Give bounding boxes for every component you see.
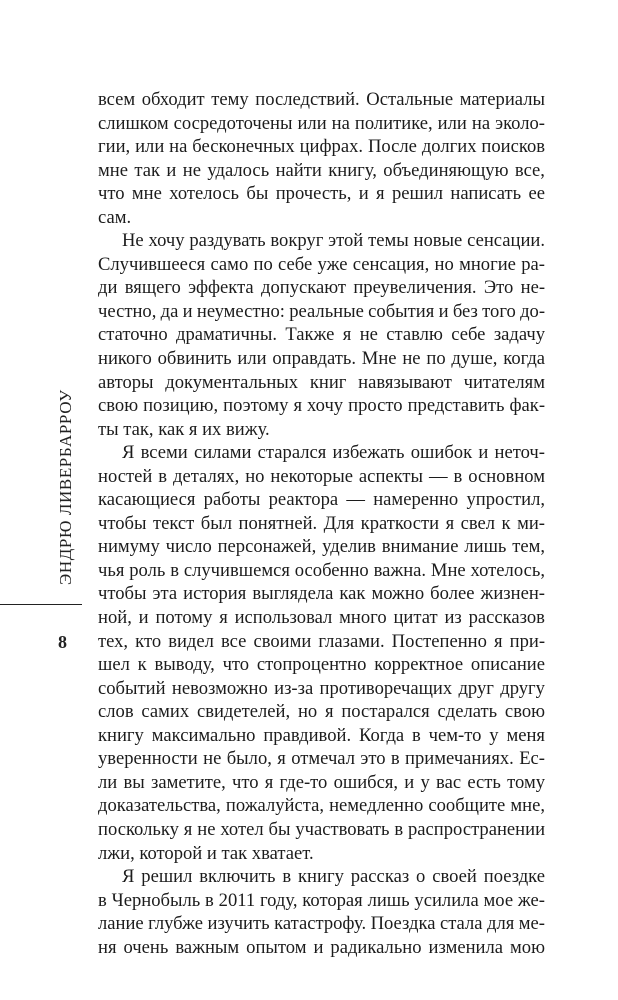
text-line: честно, да и неуместно: реальные события и без того до- bbox=[98, 300, 546, 322]
text-line: сам. bbox=[98, 206, 132, 228]
text-line: Не хочу раздувать вокруг этой темы новые сенсации. bbox=[122, 230, 546, 252]
text-line: касающиеся работы реактора — намеренно упростил, bbox=[98, 489, 546, 511]
text-line: ной, и потому я использовал много цитат из рассказов bbox=[98, 607, 545, 629]
running-head-author: ЭНДРЮ ЛИВЕРБАРРОУ bbox=[56, 389, 75, 585]
text-line: гии, или на бесконечных цифрах. После долгих поисков bbox=[98, 136, 546, 158]
text-line: ностей в деталях, но некоторые аспекты — в основном bbox=[98, 465, 545, 487]
text-line: ты так, как я их вижу. bbox=[98, 418, 270, 440]
text-line: ди вящего эффекта допускают преувеличения. Это не- bbox=[98, 277, 546, 299]
text-line: статочно драматичны. Также я не ставлю себе задачу bbox=[98, 324, 546, 346]
text-line: никого обвинить или оправдать. Мне не по душе, когда bbox=[98, 348, 546, 370]
text-line: свою позицию, поэтому я хочу просто представить фак- bbox=[98, 395, 546, 417]
text-line: лжи, которой и так хватает. bbox=[98, 842, 314, 864]
running-head-rule bbox=[0, 604, 82, 605]
text-line: поскольку я не хотел бы участвовать в распространении bbox=[98, 818, 546, 840]
text-line: что мне хотелось бы прочесть, и я решил написать ее bbox=[98, 183, 546, 205]
text-line: ня очень важным опытом и радикально изменила мою bbox=[98, 936, 545, 958]
text-line: Случившееся само по себе уже сенсация, но многие ра- bbox=[98, 253, 545, 275]
text-line: шел к выводу, что стопроцентно корректное описание bbox=[98, 654, 546, 676]
text-line: Я всеми силами старался избежать ошибок и неточ- bbox=[122, 442, 545, 464]
text-line: авторы документальных книг навязывают читателям bbox=[98, 371, 545, 393]
text-line: нимуму число персонажей, уделив внимание лишь тем, bbox=[98, 536, 545, 558]
text-line: слов самих свидетелей, но я постарался сделать свою bbox=[98, 701, 546, 723]
text-line: уверенности не было, я отмечал это в примечаниях. Ес- bbox=[98, 748, 545, 770]
text-line: всем обходит тему последствий. Остальные материалы bbox=[98, 89, 545, 110]
text-line: событий невозможно из-за противоречащих друг другу bbox=[98, 677, 545, 699]
page-number: 8 bbox=[58, 632, 67, 652]
text-line: чтобы текст был понятней. Для краткости я свел к ми- bbox=[98, 512, 545, 534]
text-line: слишком сосредоточены или на политике, или на эколо- bbox=[98, 112, 545, 134]
body-text bbox=[98, 88, 545, 959]
text-line: чья роль в случившемся особенно важна. Мне хотелось, bbox=[98, 559, 545, 581]
text-line: мне так и не удалось найти книгу, объединяющую все, bbox=[98, 159, 545, 181]
text-line: лание глубже изучить катастрофу. Поездка стала для ме- bbox=[98, 913, 545, 935]
text-line: ли вы заметите, что я где-то ошибся, и у вас есть тому bbox=[98, 771, 546, 793]
text-line: в Чернобыль в 2011 году, которая лишь усилила мое же- bbox=[98, 889, 545, 911]
text-line: доказательства, пожалуйста, немедленно сообщите мне, bbox=[98, 795, 546, 817]
text-line: чтобы эта история выглядела как можно более жизнен- bbox=[98, 583, 545, 605]
text-line: Я решил включить в книгу рассказ о своей поездке bbox=[122, 866, 546, 888]
text-line: тех, кто видел все своими глазами. Постепенно я при- bbox=[98, 630, 546, 652]
text-line: книгу максимально правдивой. Когда в чем-то у меня bbox=[98, 724, 545, 746]
